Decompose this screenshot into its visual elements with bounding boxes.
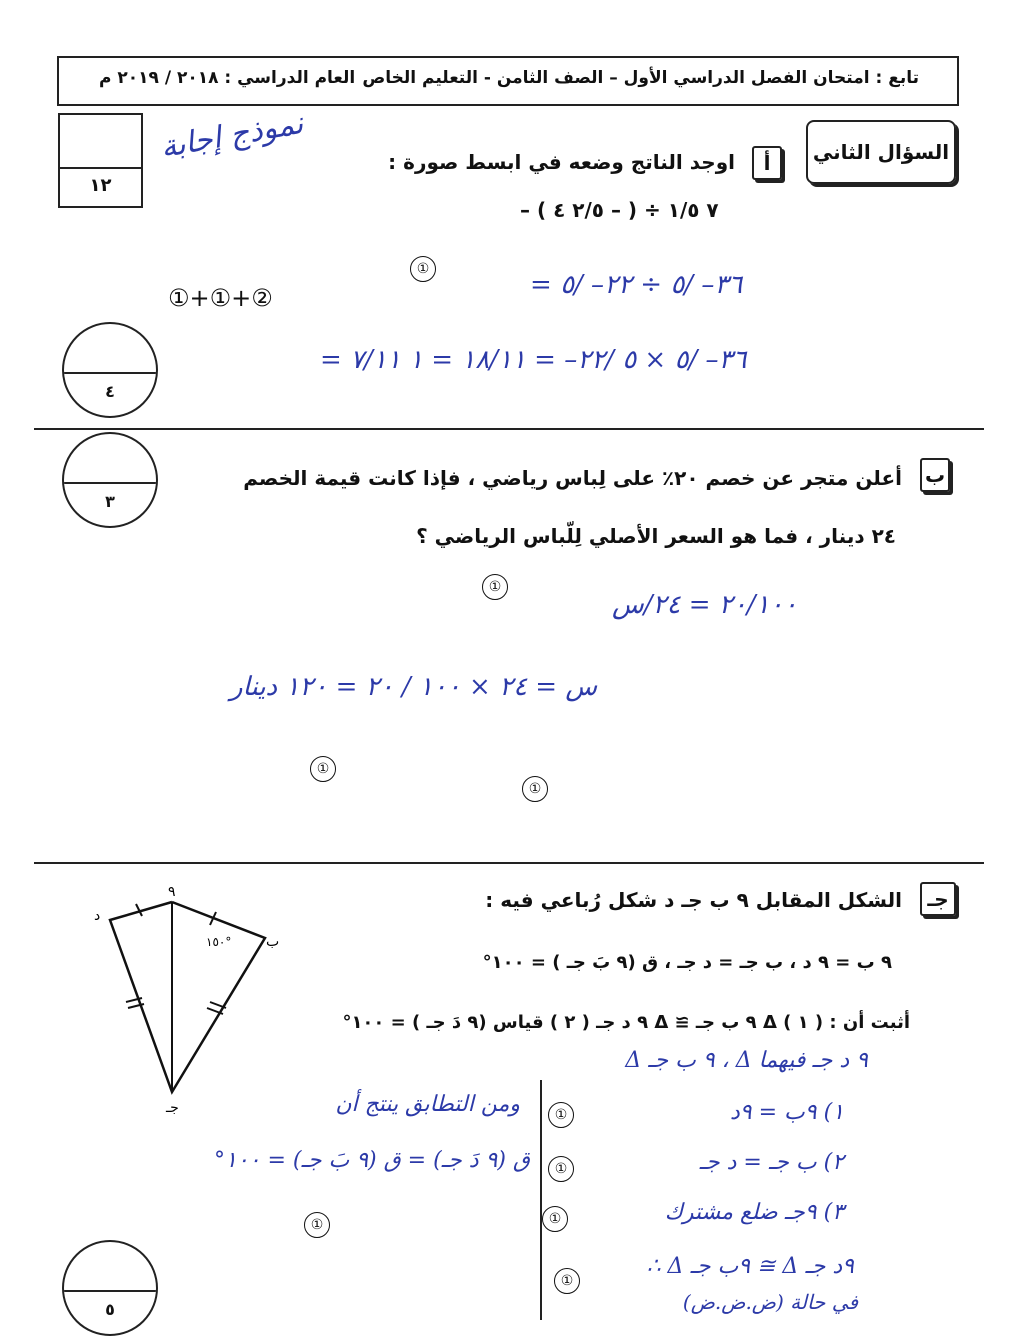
part-a-text: اوجد الناتج وضعه في ابسط صورة : (388, 150, 735, 174)
proof-step-4: ∴ Δ ٩ب جـ ≅ Δ ٩د جـ (646, 1254, 854, 1279)
part-c-mark: ٥ (105, 1300, 115, 1319)
part-a-label: أ (752, 146, 782, 180)
proof-reason: في حالة (ض.ض.ض) (682, 1290, 858, 1314)
part-a-marks-split: ①+①+② (168, 284, 273, 312)
proof-step-3: ٣) ٩جـ ضلع مشترك (664, 1200, 844, 1225)
part-c-label: جـ (920, 882, 956, 916)
part-a-mark: ٤ (105, 382, 115, 401)
proof-mark-2: ① (548, 1156, 574, 1182)
vertex-b: ب (266, 934, 280, 950)
angle-label: ١٥٠° (206, 935, 232, 949)
part-b-mark-2: ① (310, 756, 336, 782)
proof-mark-1: ① (548, 1102, 574, 1128)
proof-mark-4: ① (554, 1268, 580, 1294)
part-c-text: الشكل المقابل ٩ ب جـ د شكل رُباعي فيه : (485, 888, 902, 912)
part-b-mark-circle (62, 432, 158, 528)
part-b-text1: أعلن متجر عن خصم ٢٠٪ على لِباس رياضي ، فإذا كانت قيمة الخصم (243, 466, 902, 490)
model-answer-note: نموذج إجابة (158, 105, 306, 166)
proof-divider (540, 1080, 542, 1320)
vertex-c: جـ (166, 1100, 179, 1116)
part-c-given: ٩ ب = ٩ د ، ب جـ = د جـ ، ق (٩ بَ جـ ) = ١٠٠° (482, 952, 892, 973)
part-b-text2: ٢٤ دينار ، فما هو السعر الأصلي لِلّباس الرياضي ؟ (416, 524, 896, 548)
conclusion-line2: ق (٩ دَ جـ) = ق (٩ بَ جـ) = ١٠٠° (214, 1148, 530, 1173)
question-title: السؤال الثاني (806, 120, 956, 184)
vertex-a: ٩ (168, 884, 176, 900)
part-a-mark-circle (62, 322, 158, 418)
divider-b-c (34, 862, 984, 864)
proof-header: Δ ٩ ب جـ ، Δ ٩ د جـ فيهما (625, 1048, 868, 1073)
kite-outline (110, 902, 265, 1092)
conclusion-line1: ومن التطابق ينتج أن (335, 1092, 520, 1117)
proof-step-1: ١) ٩ب = ٩د (730, 1100, 844, 1125)
divider-a-b (34, 428, 984, 430)
part-b-mark-3: ① (522, 776, 548, 802)
proof-mark-3: ① (542, 1206, 568, 1232)
exam-title: تابع : امتحان الفصل الدراسي الأول – الصف الثامن - التعليم الخاص (362, 68, 919, 88)
part-a-expression: – ٧ ١/٥ ÷ ( – ٢/٥ ٤ ) (520, 198, 719, 222)
exam-header (57, 56, 959, 106)
part-a-work-mark: ① (410, 256, 436, 282)
part-b-work-line1: ٢٠/١٠٠ = ٢٤/س (612, 590, 798, 620)
total-score: ١٢ (89, 175, 112, 196)
vertex-d: د (94, 908, 101, 924)
kite-figure (80, 880, 280, 1120)
part-c-prove: أثبت أن : ( ١ ) Δ ٩ ب جـ ≅ Δ ٩ د جـ ( ٢ ) قياس (٩ دَ جـ ) = ١٠٠° (342, 1012, 910, 1033)
part-a-work-line1: = ٣٦– /٥ ÷ ٢٢– /٥ (530, 270, 743, 300)
part-a-work-line2: = ٣٦– /٥ × ٥ /٢٢– = ١٨/١١ = ١ ٧/١١ (320, 345, 747, 375)
part-b-label: ب (920, 458, 950, 492)
part-c-mark-circle (62, 1240, 158, 1336)
academic-year: العام الدراسي : ٢٠١٨ / ٢٠١٩ م (99, 68, 356, 88)
part-b-mark: ٣ (105, 492, 115, 511)
total-score-box (58, 113, 143, 208)
part-b-work-line2: س = ٢٤ × ١٠٠ / ٢٠ = ١٢٠ دينار (230, 672, 598, 702)
proof-step-2: ٢) ب جـ = د جـ (699, 1150, 844, 1175)
conclusion-mark: ① (304, 1212, 330, 1238)
part-b-mark-1: ① (482, 574, 508, 600)
